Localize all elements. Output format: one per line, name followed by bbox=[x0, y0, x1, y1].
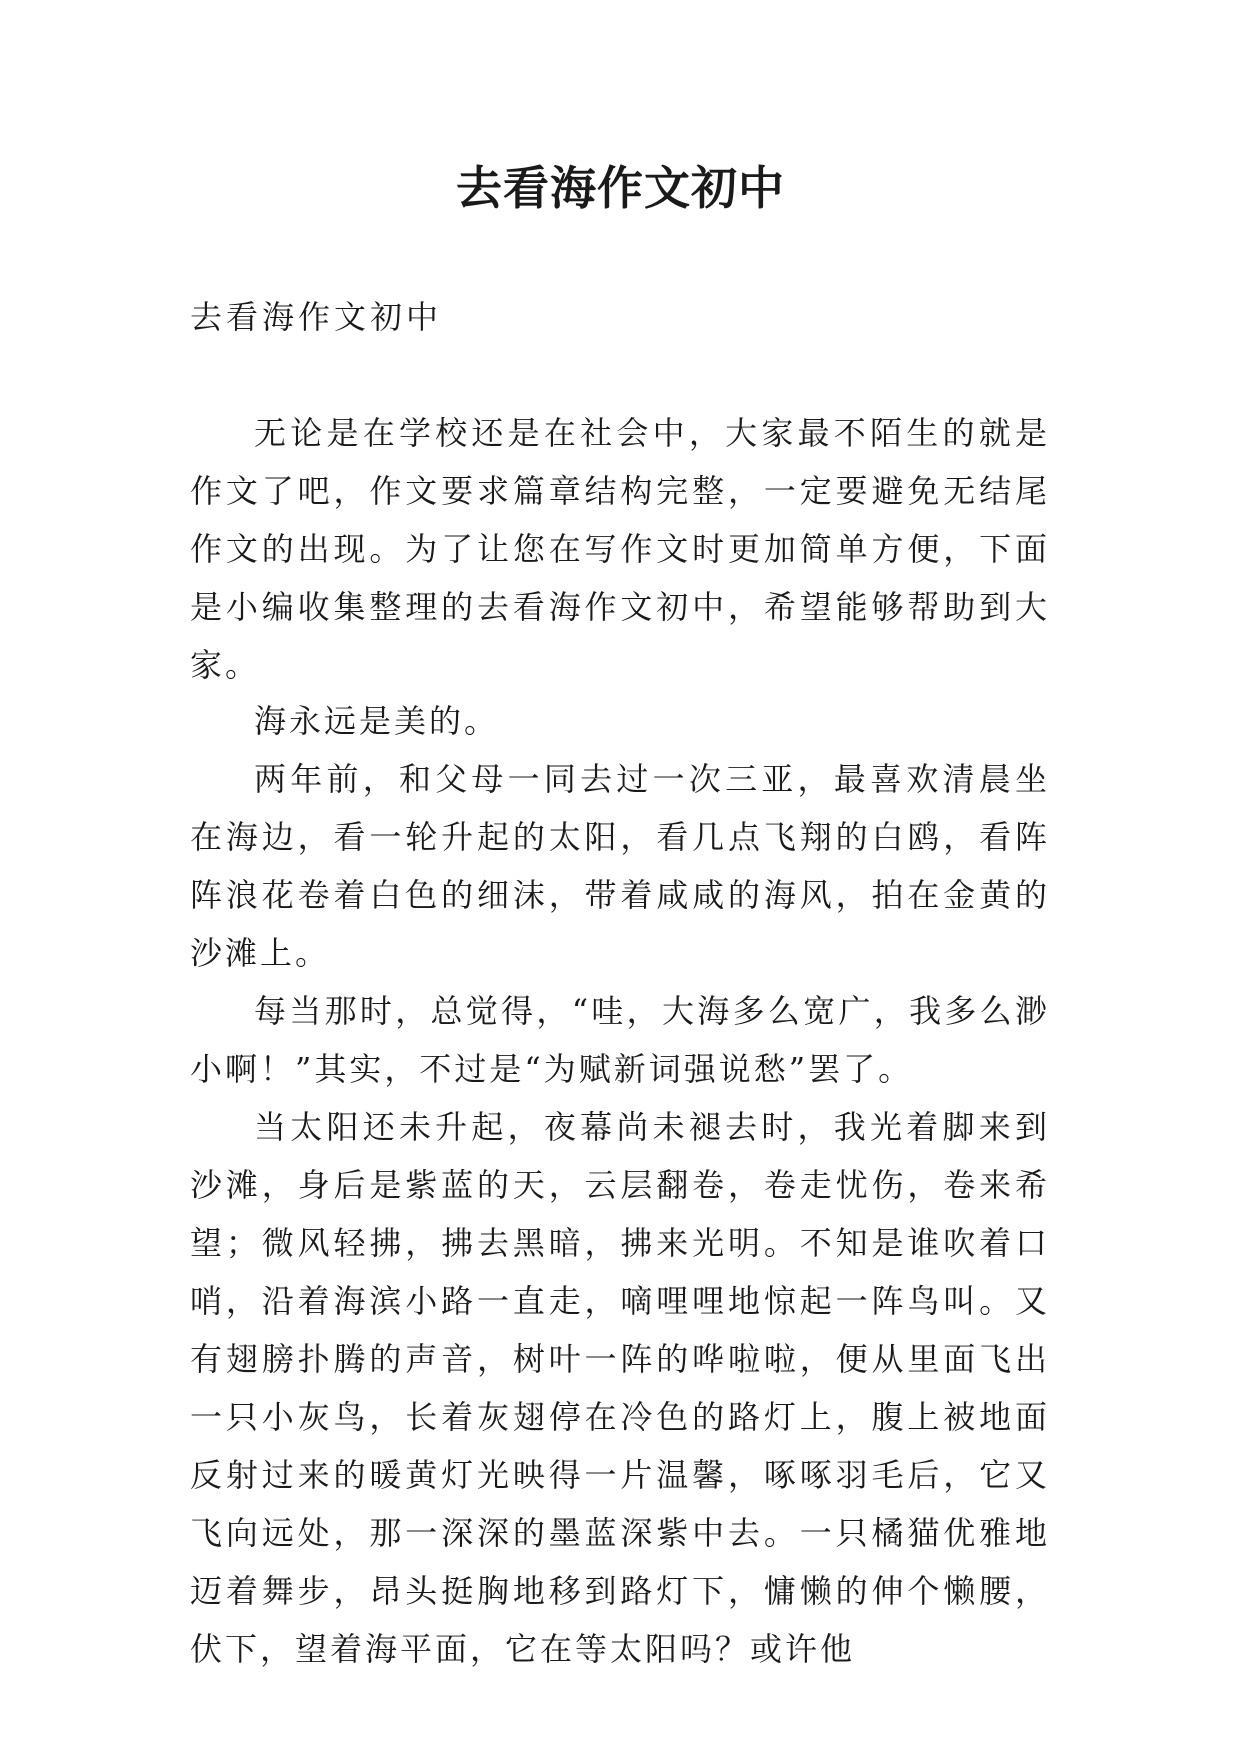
document-title: 去看海作文初中 bbox=[456, 161, 785, 215]
body-paragraph: 当太阳还未升起，夜幕尚未褪去时，我光着脚来到沙滩，身后是紫蓝的天，云层翻卷，卷走忧伤，卷来希望；微风轻拂，拂去黑暗，拂来光明。不知是谁吹着口哨，沿着海滨小路一直走，嘀哩哩地惊起一阵鸟叫。又有翅膀扑腾的声音，树叶一阵的哗啦啦，便从里面飞出一只小灰鸟，长着灰翅停在冷色的路灯上，腹上被地面反射过来的暖黄灯光映得一片温馨，啄啄羽毛后，它又飞向远处，那一深深的墨蓝深紫中去。一只橘猫优雅地迈着舞步，昂头挺胸地移到路灯下，慵懒的伸个懒腰，伏下，望着海平面，它在等太阳吗？或许他 bbox=[190, 1108, 1050, 1668]
article-body bbox=[190, 692, 1050, 1678]
intro-paragraph: 无论是在学校还是在社会中，大家最不陌生的就是作文了吧，作文要求篇章结构完整，一定要避免无结尾作文的出现。为了让您在写作文时更加简单方便，下面是小编收集整理的去看海作文初中，希望能够帮助到大家。 bbox=[190, 414, 1050, 684]
body-paragraph: 每当那时，总觉得，“哇，大海多么宽广，我多么渺小啊！”其实，不过是“为赋新词强说愁”罢了。 bbox=[190, 992, 1050, 1088]
body-paragraph: 海永远是美的。 bbox=[254, 702, 500, 740]
body-paragraph: 两年前，和父母一同去过一次三亚，最喜欢清晨坐在海边，看一轮升起的太阳，看几点飞翔的白鸥，看阵阵浪花卷着白色的细沫，带着咸咸的海风，拍在金黄的沙滩上。 bbox=[190, 760, 1050, 972]
intro-section bbox=[190, 404, 1050, 694]
document-subtitle: 去看海作文初中 bbox=[190, 298, 443, 336]
